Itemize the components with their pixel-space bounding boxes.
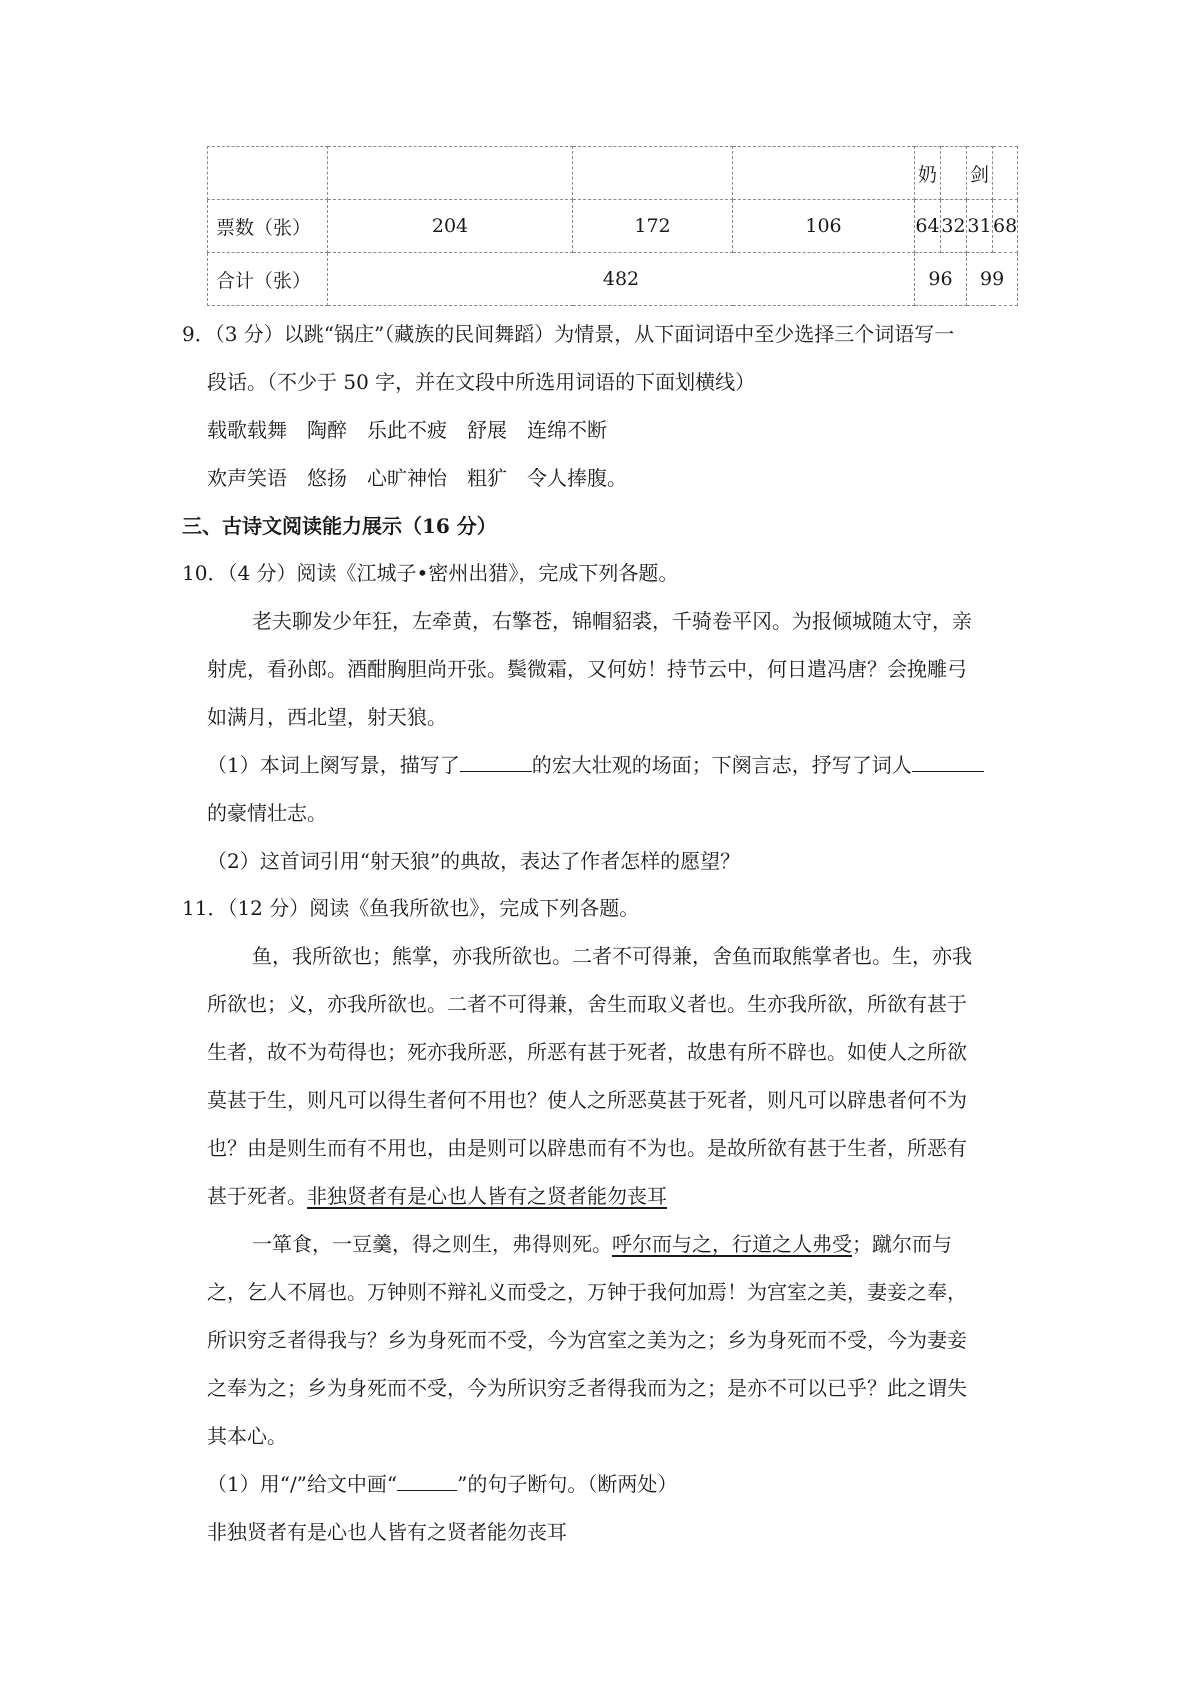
table-cell: 64 — [915, 200, 941, 253]
q9-words-2: 欢声笑语 悠扬 心旷神怡 粗犷 令人捧腹。 — [207, 466, 627, 490]
table-cell: 32 — [941, 200, 967, 253]
row-label: 合计（张） — [208, 253, 328, 306]
table-cell — [573, 147, 733, 200]
table-cell: 99 — [967, 253, 1018, 306]
table-row — [208, 200, 1018, 253]
q9-line1: 9．（3 分）以跳“锅庄”（藏族的民间舞蹈）为情景，从下面词语中至少选择三个词语写一 — [182, 322, 955, 346]
answer-blank[interactable] — [912, 753, 984, 772]
table-cell: 106 — [733, 200, 915, 253]
table-cell — [208, 147, 328, 200]
poem-line: 老夫聊发少年狂，左牵黄，右擎苍，锦帽貂裘，千骑卷平冈。为报倾城随太守，亲 — [252, 609, 972, 633]
passage-line — [252, 1228, 952, 1257]
q11-sub1 — [207, 1468, 677, 1497]
q10-sub1-cont: 的豪情壮志。 — [207, 801, 327, 825]
underlined-sentence: 非独贤者有是心也人皆有之贤者能勿丧耳 — [307, 1184, 667, 1208]
q10-sub2: （2）这首词引用“射天狼”的典故，表达了作者怎样的愿望？ — [207, 849, 741, 873]
passage-line — [207, 1180, 667, 1209]
q10-sub1 — [207, 749, 984, 778]
passage-line: 莫甚于生，则凡可以得生者何不用也？使人之所恶莫甚于死者，则凡可以辟患者何不为 — [207, 1088, 967, 1112]
table-cell — [993, 147, 1018, 200]
passage-text: 甚于死者。 — [207, 1184, 307, 1208]
passage-line: 鱼，我所欲也；熊掌，亦我所欲也。二者不可得兼，舍鱼而取熊掌者也。生，亦我 — [252, 944, 972, 968]
q10-sub1-text: 的宏大壮观的场面；下阕言志，抒写了词人 — [531, 753, 912, 777]
section-title: 三、古诗文阅读能力展示（16 分） — [182, 514, 497, 538]
passage-line: 所识穷乏者得我与？乡为身死而不受，今为宫室之美为之；乡为身死而不受，今为妻妾 — [207, 1328, 967, 1352]
passage-line: 之奉为之；乡为身死而不受，今为所识穷乏者得我而为之；是亦不可以已乎？此之谓失 — [207, 1376, 967, 1400]
ticket-table — [207, 146, 1018, 306]
table-cell: 31 — [967, 200, 993, 253]
q10-title: 10．（4 分）阅读《江城子•密州出猎》，完成下列各题。 — [182, 561, 679, 585]
table-cell — [941, 147, 967, 200]
passage-line: 也？由是则生而有不用也，由是则可以辟患而有不为也。是故所欲有甚于生者，所恶有 — [207, 1136, 967, 1160]
q11-title: 11．（12 分）阅读《鱼我所欲也》，完成下列各题。 — [182, 896, 640, 920]
table-cell: 68 — [993, 200, 1018, 253]
table-cell: 204 — [328, 200, 573, 253]
poem-line: 射虎，看孙郎。酒酣胸胆尚开张。鬓微霜，又何妨！持节云中，何日遣冯唐？会挽雕弓 — [207, 657, 967, 681]
table-cell: 172 — [573, 200, 733, 253]
table-cell: 482 — [328, 253, 915, 306]
table-cell: 96 — [915, 253, 967, 306]
q11-sub1-text: ”的句子断句。（断两处） — [457, 1472, 678, 1496]
q10-sub1-text: （1）本词上阕写景，描写了 — [207, 753, 460, 777]
table-row — [208, 147, 1018, 200]
table-cell: 剑 — [967, 147, 993, 200]
passage-line: 其本心。 — [207, 1424, 287, 1448]
q9-words-1: 载歌载舞 陶醉 乐此不疲 舒展 连绵不断 — [207, 418, 607, 442]
poem-line: 如满月，西北望，射天狼。 — [207, 705, 447, 729]
answer-blank[interactable] — [460, 753, 532, 772]
passage-line: 之，乞人不屑也。万钟则不辩礼义而受之，万钟于我何加焉！为宫室之美，妻妾之奉， — [207, 1280, 967, 1304]
table-cell — [328, 147, 573, 200]
passage-line: 生者，故不为苟得也；死亦我所恶，所恶有甚于死者，故患有所不辟也。如使人之所欲 — [207, 1040, 967, 1064]
table-cell — [733, 147, 915, 200]
underline-mark — [397, 1472, 457, 1491]
table-cell: 奶 — [915, 147, 941, 200]
row-label: 票数（张） — [208, 200, 328, 253]
passage-line: 所欲也；义，亦我所欲也。二者不可得兼，舍生而取义者也。生亦我所欲，所欲有甚于 — [207, 992, 967, 1016]
passage-text: 一箪食，一豆羹，得之则生，弗得则死。 — [252, 1232, 612, 1256]
underlined-sentence: 呼尔而与之，行道之人弗受 — [612, 1232, 852, 1256]
table-row — [208, 253, 1018, 306]
q9-line2: 段话。（不少于 50 字，并在文段中所选用词语的下面划横线） — [207, 370, 756, 394]
passage-text: ；蹴尔而与 — [852, 1232, 952, 1256]
q11-sentence: 非独贤者有是心也人皆有之贤者能勿丧耳 — [207, 1520, 567, 1544]
q11-sub1-text: （1）用“/”给文中画“ — [207, 1472, 398, 1496]
